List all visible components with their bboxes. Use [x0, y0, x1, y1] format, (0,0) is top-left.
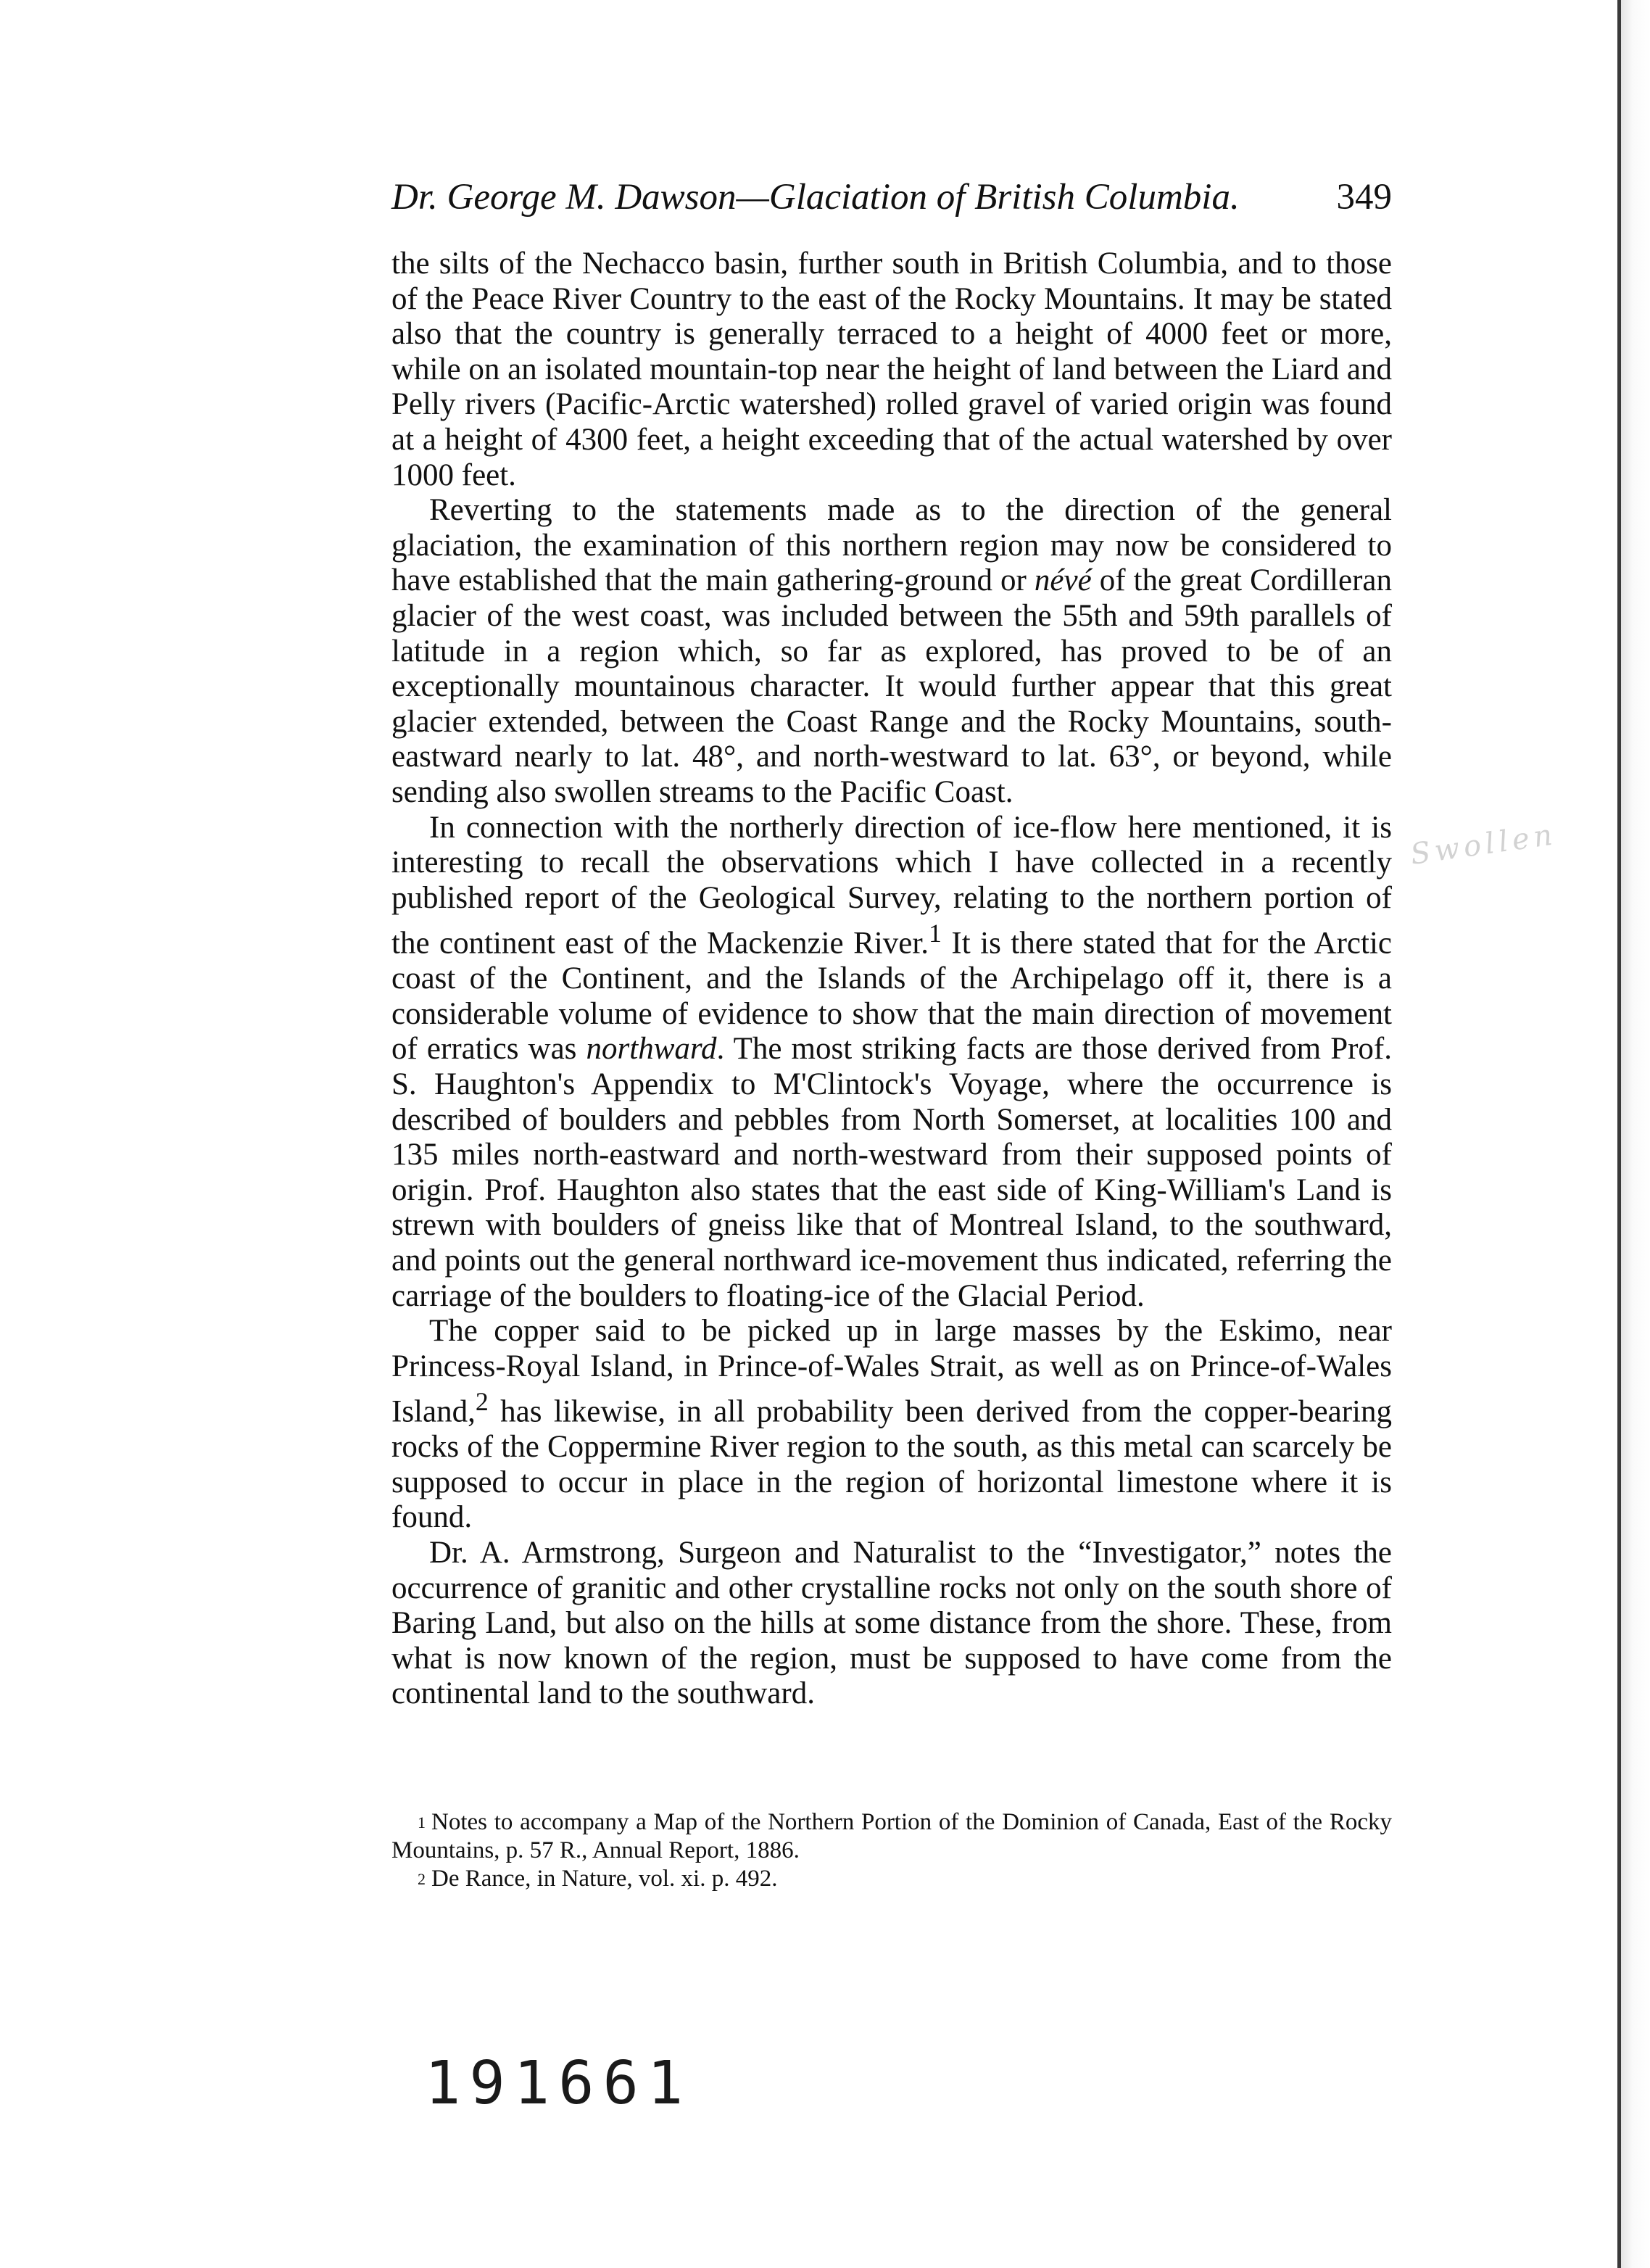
body-text: [391, 247, 1392, 1712]
paragraph-4: [391, 1314, 1392, 1536]
footnote-ref-2: 2: [475, 1387, 489, 1417]
footnote-2-text: De Rance, in Nature, vol. xi. p. 492.: [431, 1866, 778, 1892]
paragraph-2-part-a: Reverting to the statements made as to the direction of the general glaciation, the examination of this northern region may now be considered to have established that the main gathering-ground or: [391, 493, 1392, 598]
paragraph-2-part-b: of the great Cordilleran glacier of the west coast, was included between the 55th and 59th parallels of latitude in a region which, so far as explored, has proved to be of an exceptionally mountainous character. It would further appear that this great glacier extended, between the Coast Range and the Rocky Mountains, south-eastward nearly to lat. 48°, and north-westward to lat. 63°, or beyond, while sending also swollen streams to the Pacific Coast.: [391, 563, 1392, 809]
footnote-1-text: Notes to accompany a Map of the Northern Portion of the Dominion of Canada, East of the Rocky Mountains, p. 57 R., Annual Report, 1886.: [391, 1809, 1392, 1863]
paragraph-3-part-b: It is there stated that for the Arctic coast of the Continent, and the Islands of the Archipelago off it, there is a considerable volume of evidence to show that the main direction of movement of erratics was: [391, 926, 1392, 1067]
paragraph-2-neve-term: névé: [1034, 563, 1092, 598]
paragraph-3-part-a: In connection with the northerly direction of ice-flow here mentioned, it is interesting to recall the observations which I have collected in a recently published report of the Geological Survey, relating to the northern portion of the continent east of the Mackenzie River.: [391, 810, 1392, 961]
footnote-2: [391, 1865, 1392, 1893]
library-stamp-number: 191661: [425, 2049, 692, 2118]
paragraph-4-part-a: The copper said to be picked up in large masses by the Eskimo, near Princess-Royal Island, in Prince-of-Wales Strait, as well as on Prince-of-Wales Island,: [391, 1314, 1392, 1429]
running-head-title: Dr. George M. Dawson—Glaciation of British Columbia.: [391, 177, 1240, 218]
scan-page-edge: [1617, 0, 1650, 2268]
marginal-note: Swollen: [1408, 818, 1559, 872]
page-number: 349: [1336, 177, 1392, 218]
paragraph-4-part-b: has likewise, in all probability been derived from the copper-bearing rocks of the Coppermine River region to the south, as this metal can scarcely be supposed to occur in place in the region of horizontal limestone where it is found.: [391, 1394, 1392, 1535]
footnote-2-mark: 2: [418, 1870, 426, 1888]
footnote-1-mark: 1: [418, 1813, 426, 1832]
paragraph-3-part-c: . The most striking facts are those derived from Prof. S. Haughton's Appendix to M'Clintock's Voyage, where the occurrence is described of boulders and pebbles from North Somerset, at localities 100 and 135 miles north-eastward and north-westward from their supposed points of origin. Prof. Haughton also states that the east side of King-William's Land is strewn with boulders of gneiss like that of Montreal Island, to the southward, and points out the general northward ice-movement thus indicated, referring the carriage of the boulders to floating-ice of the Glacial Period.: [391, 1032, 1392, 1313]
running-head: [391, 173, 1392, 222]
footnote-1: [391, 1808, 1392, 1865]
paragraph-3: [391, 811, 1392, 1315]
paragraph-3-northward-term: northward: [586, 1032, 717, 1067]
paragraph-1: the silts of the Nechacco basin, further south in British Columbia, and to those of the Peace River Country to the east of the Rocky Mountains. It may be stated also that the country is generally terraced to a height of 4000 feet or more, while on an isolated mountain-top near the height of land between the Liard and Pelly rivers (Pacific-Arctic watershed) rolled gravel of varied origin was found at a height of 4300 feet, a height exceeding that of the actual watershed by over 1000 feet.: [391, 247, 1392, 492]
footnotes: [391, 1808, 1392, 1893]
paragraph-2: [391, 493, 1392, 810]
footnote-ref-1: 1: [929, 919, 942, 948]
paragraph-5: Dr. A. Armstrong, Surgeon and Naturalist to the “Investigator,” notes the occurrence of granitic and other crystalline rocks not only on the south shore of Baring Land, but also on the hills at some distance from the shore. These, from what is now known of the region, must be supposed to have come from the continental land to the southward.: [391, 1536, 1392, 1711]
